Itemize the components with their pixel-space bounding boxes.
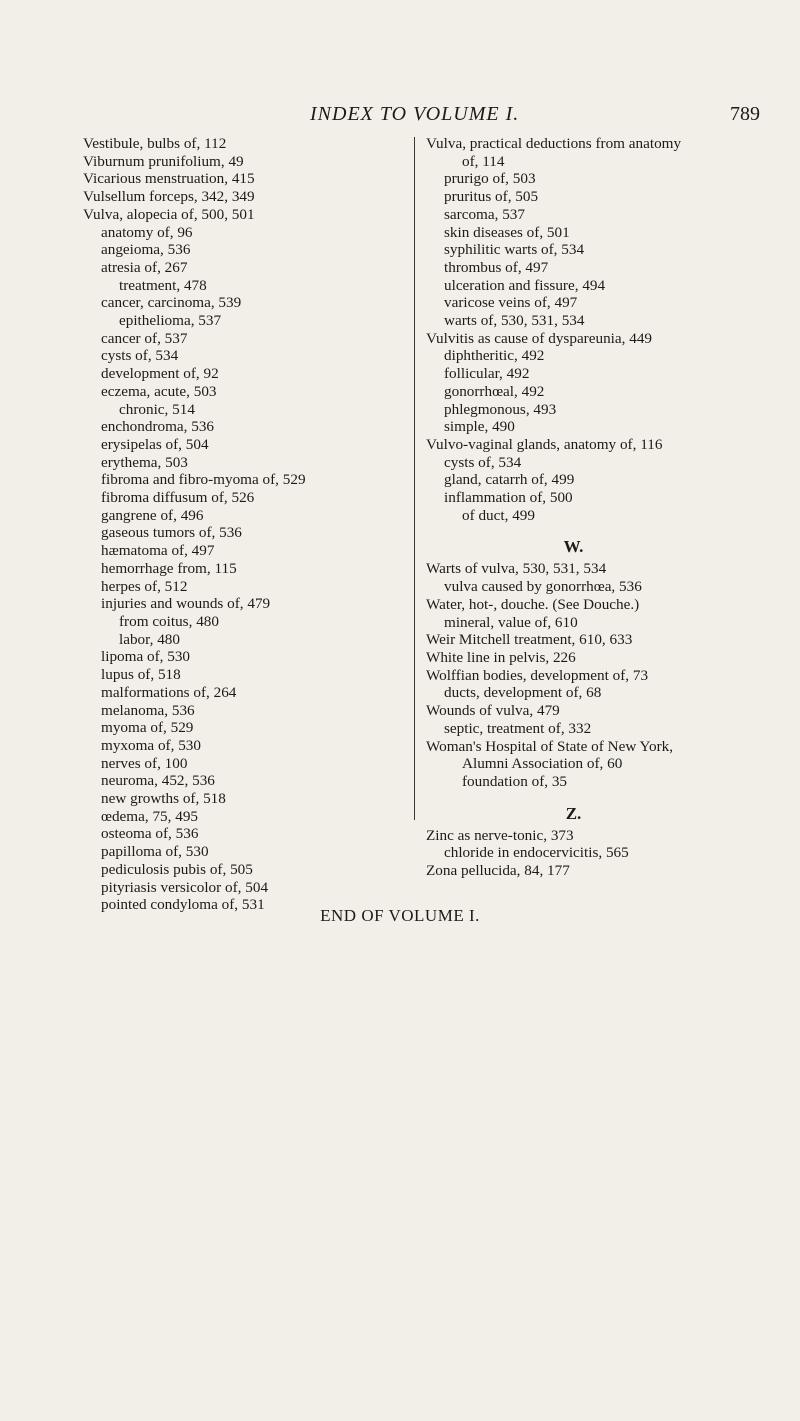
- index-subentry: phlegmonous, 493: [444, 400, 557, 418]
- index-subentry: gaseous tumors of, 536: [101, 524, 242, 542]
- index-subentry: vulva caused by gonorrhœa, 536: [444, 578, 642, 596]
- index-subentry: thrombus of, 497: [444, 258, 549, 276]
- index-entry: Vulvo-vaginal glands, anatomy of, 116: [426, 435, 663, 453]
- index-subentry: cysts of, 534: [101, 347, 179, 365]
- index-subentry: pruritus of, 505: [444, 188, 539, 206]
- letter-heading: Z.: [565, 803, 582, 823]
- index-subentry: inflammation of, 500: [444, 489, 573, 507]
- index-entry: Zinc as nerve-tonic, 373: [426, 826, 574, 844]
- running-title: INDEX TO VOLUME I.: [310, 103, 520, 125]
- index-subentry: epithelioma, 537: [119, 312, 222, 330]
- index-subentry: cancer, carcinoma, 539: [101, 294, 242, 312]
- index-subentry: enchondroma, 536: [101, 418, 215, 436]
- index-subentry: varicose veins of, 497: [444, 294, 578, 312]
- index-subentry: syphilitic warts of, 534: [444, 241, 585, 259]
- index-entry: Water, hot-, douche. (See Douche.): [426, 595, 640, 613]
- index-subentry: nerves of, 100: [101, 754, 188, 772]
- index-subentry: new growths of, 518: [101, 790, 226, 808]
- index-subentry: erysipelas of, 504: [101, 435, 209, 453]
- index-entry: Vicarious menstruation, 415: [83, 170, 255, 188]
- index-entry: Vulva, alopecia of, 500, 501: [83, 205, 255, 223]
- index-entry: Vulvitis as cause of dyspareunia, 449: [426, 329, 653, 347]
- index-subentry: gland, catarrh of, 499: [444, 471, 575, 489]
- index-column-right: [426, 135, 796, 880]
- index-entry: Woman's Hospital of State of New York,: [426, 737, 674, 755]
- index-subentry: melanoma, 536: [101, 701, 195, 719]
- index-subentry: injuries and wounds of, 479: [101, 595, 271, 613]
- index-entry: Viburnum prunifolium, 49: [83, 152, 244, 170]
- index-subentry: fibroma diffusum of, 526: [101, 489, 255, 507]
- index-subentry: labor, 480: [119, 630, 180, 648]
- index-entry: Vestibule, bulbs of, 112: [83, 135, 227, 152]
- index-subentry: malformations of, 264: [101, 683, 237, 701]
- index-subentry: septic, treatment of, 332: [444, 719, 592, 737]
- index-entry: White line in pelvis, 226: [426, 648, 576, 666]
- index-subentry: gonorrhœal, 492: [444, 382, 545, 400]
- index-entry: Wolffian bodies, development of, 73: [426, 666, 649, 684]
- index-subentry: neuroma, 452, 536: [101, 772, 215, 790]
- index-subentry: of duct, 499: [462, 506, 535, 524]
- index-subentry: myxoma of, 530: [101, 736, 201, 754]
- index-subentry: foundation of, 35: [462, 772, 568, 790]
- index-subentry: diphtheritic, 492: [444, 347, 545, 365]
- index-subentry: cancer of, 537: [101, 329, 188, 347]
- index-subentry: œdema, 75, 495: [101, 807, 199, 825]
- index-subentry: treatment, 478: [119, 276, 207, 294]
- index-subentry: hemorrhage from, 115: [101, 559, 237, 577]
- page-number: 789: [730, 103, 760, 125]
- index-entry: Zona pellucida, 84, 177: [426, 862, 570, 880]
- index-subentry: gangrene of, 496: [101, 506, 204, 524]
- index-subentry: mineral, value of, 610: [444, 613, 578, 631]
- index-entry: Wounds of vulva, 479: [426, 702, 560, 720]
- index-subentry: lupus of, 518: [101, 666, 181, 684]
- index-subentry: ducts, development of, 68: [444, 684, 602, 702]
- index-subentry: eczema, acute, 503: [101, 382, 217, 400]
- index-subentry: warts of, 530, 531, 534: [444, 312, 585, 330]
- index-entry: Vulva, practical deductions from anatomy: [426, 135, 682, 152]
- index-subentry: follicular, 492: [444, 365, 530, 383]
- column-divider: [414, 137, 415, 820]
- index-subentry: development of, 92: [101, 365, 219, 383]
- index-subentry: pointed condyloma of, 531: [101, 896, 265, 914]
- index-subentry: anatomy of, 96: [101, 223, 193, 241]
- index-subentry: angeioma, 536: [101, 241, 191, 259]
- index-entry: Weir Mitchell treatment, 610, 633: [426, 631, 633, 649]
- index-subentry: skin diseases of, 501: [444, 223, 570, 241]
- index-subentry: papilloma of, 530: [101, 843, 209, 861]
- end-of-volume-note: END OF VOLUME I.: [320, 906, 480, 925]
- index-subentry: myoma of, 529: [101, 719, 194, 737]
- index-subentry: erythema, 503: [101, 453, 188, 471]
- index-subentry: sarcoma, 537: [444, 205, 525, 223]
- letter-heading: W.: [563, 537, 584, 557]
- index-entry: Warts of vulva, 530, 531, 534: [426, 560, 607, 578]
- index-subentry: of, 114: [462, 152, 505, 170]
- index-subentry: from coitus, 480: [119, 612, 219, 630]
- index-subentry: cysts of, 534: [444, 453, 522, 471]
- index-entry: Vulsellum forceps, 342, 349: [83, 188, 255, 206]
- index-subentry: hæmatoma of, 497: [101, 542, 215, 560]
- index-subentry: fibroma and fibro-myoma of, 529: [101, 471, 306, 489]
- index-subentry: prurigo of, 503: [444, 170, 536, 188]
- index-subentry: Alumni Association of, 60: [462, 755, 623, 773]
- index-subentry: herpes of, 512: [101, 577, 188, 595]
- index-subentry: pityriasis versicolor of, 504: [101, 878, 269, 896]
- index-column-left: [83, 135, 413, 914]
- index-subentry: ulceration and fissure, 494: [444, 276, 606, 294]
- page-header: [0, 103, 800, 129]
- index-subentry: chloride in endocervicitis, 565: [444, 844, 629, 862]
- index-subentry: atresia of, 267: [101, 258, 188, 276]
- index-subentry: lipoma of, 530: [101, 648, 191, 666]
- index-subentry: osteoma of, 536: [101, 825, 199, 843]
- index-subentry: chronic, 514: [119, 400, 195, 418]
- index-subentry: simple, 490: [444, 418, 515, 436]
- index-subentry: pediculosis pubis of, 505: [101, 860, 253, 878]
